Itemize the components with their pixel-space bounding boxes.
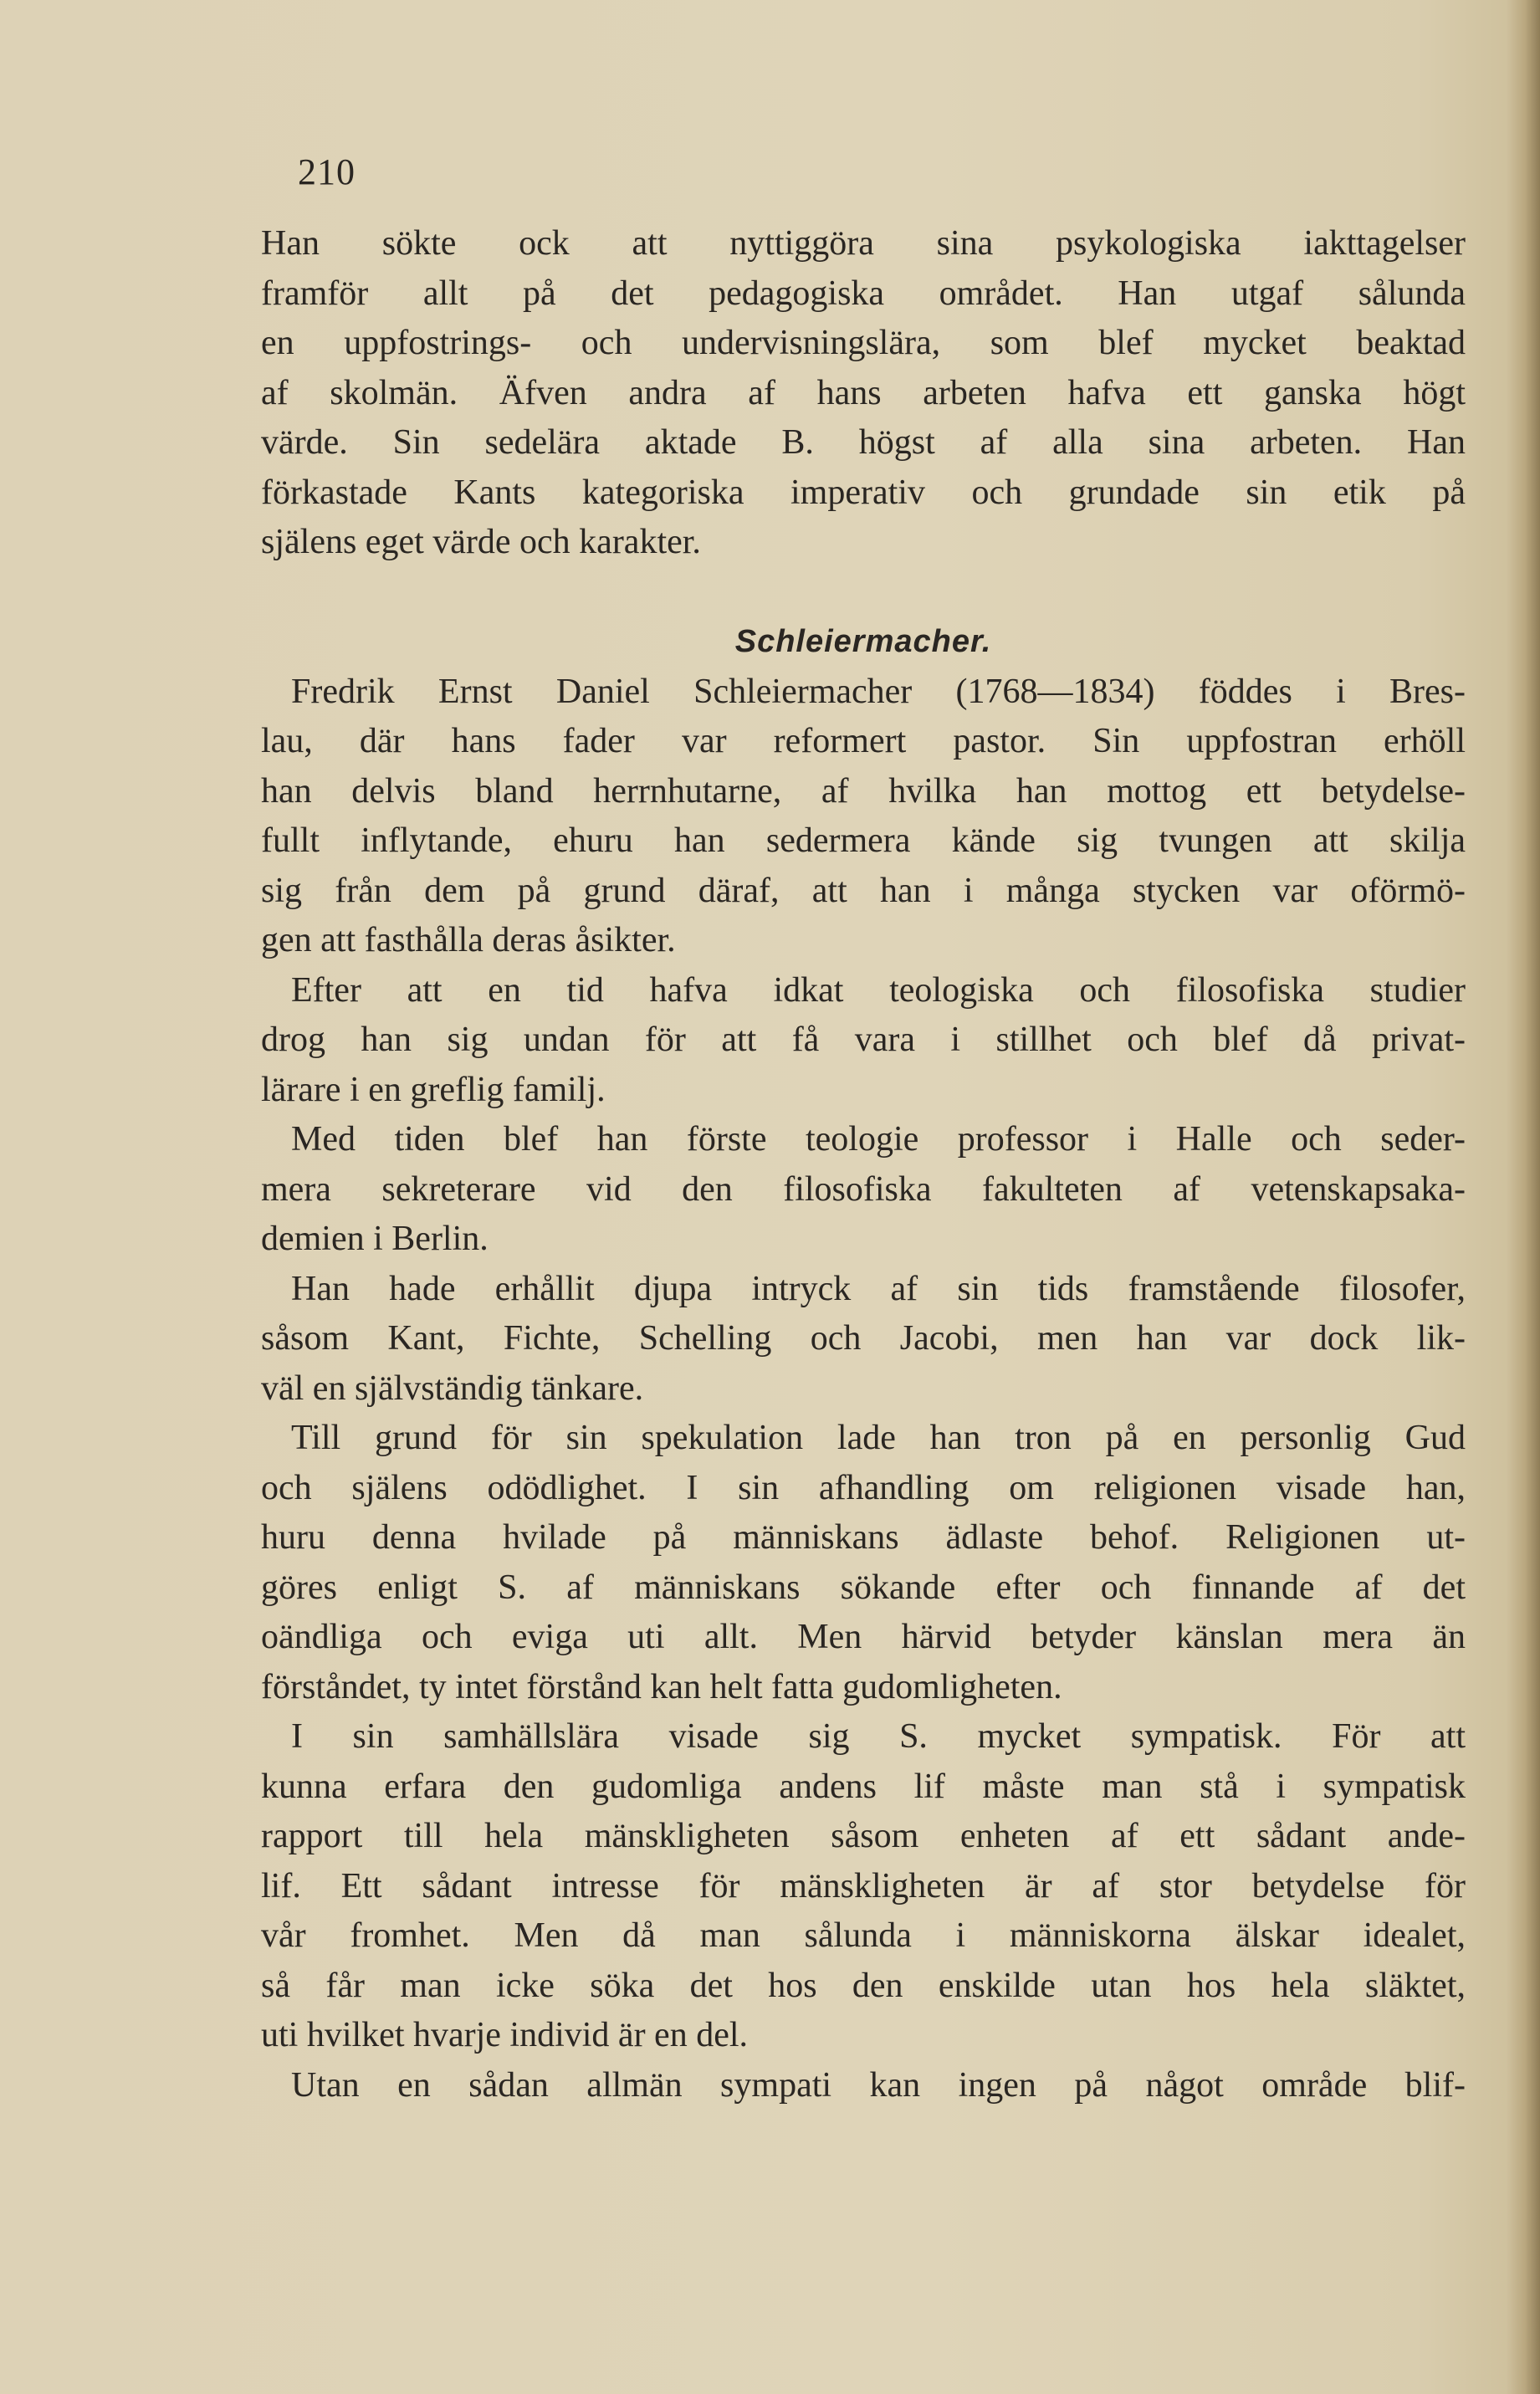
text-line: lärare i en greflig familj. [261, 1070, 606, 1109]
text-block [261, 219, 1466, 2110]
text-line: så får man icke söka det hos den enskilde utan hos hela släktet, [261, 1966, 1466, 2005]
text-line: Utan en sådan allmän sympati kan ingen på något område blif- [291, 2065, 1466, 2105]
text-line: han delvis bland herrnhutarne, af hvilka han mottog ett betydelse- [261, 771, 1466, 811]
text-line: förståndet, ty intet förstånd kan helt fatta gudomligheten. [261, 1667, 1062, 1706]
text-line: Med tiden blef han förste teologie professor i Halle och seder- [291, 1120, 1466, 1159]
page-number: 210 [298, 151, 356, 192]
text-line: huru denna hvilade på människans ädlaste behof. Religionen ut- [261, 1518, 1466, 1557]
text-line: lau, där hans fader var reformert pastor. Sin uppfostran erhöll [261, 722, 1466, 760]
text-line: förkastade Kants kategoriska imperativ och grundade sin etik på [261, 473, 1466, 512]
paragraph [261, 966, 1466, 1116]
paragraph [261, 2061, 1466, 2111]
text-line: rapport till hela mänskligheten såsom enheten af ett sådant ande- [261, 1817, 1466, 1855]
text-line: vår fromhet. Men då man sålunda i människorna älskar idealet, [261, 1916, 1466, 1955]
text-line: oändliga och eviga uti allt. Men härvid betyder känslan mera än [261, 1618, 1466, 1656]
text-line: en uppfostrings- och undervisningslära, som blef mycket beaktad [261, 324, 1466, 362]
text-line: Fredrik Ernst Daniel Schleiermacher (1768—1834) föddes i Bres- [291, 672, 1466, 711]
text-line: Han hade erhållit djupa intryck af sin tids framstående filosofer, [291, 1269, 1466, 1308]
text-line: gen att fasthålla deras åsikter. [261, 921, 676, 959]
text-line: göres enligt S. af människans sökande efter och finnande af det [261, 1568, 1466, 1607]
paragraph [261, 1115, 1466, 1265]
paragraph [261, 1265, 1466, 1414]
text-line: såsom Kant, Fichte, Schelling och Jacobi, men han var dock lik- [261, 1319, 1466, 1358]
text-line: och själens odödlighet. I sin afhandling om religionen visade han, [261, 1468, 1466, 1507]
text-line: drog han sig undan för att få vara i stillhet och blef då privat- [261, 1021, 1466, 1059]
paragraph [261, 1414, 1466, 1712]
text-line: sig från dem på grund däraf, att han i många stycken var oförmö- [261, 871, 1466, 910]
section-heading: Schleiermacher. [734, 624, 992, 659]
text-line: värde. Sin sedelära aktade B. högst af alla sina arbeten. Han [261, 423, 1466, 462]
text-line: uti hvilket hvarje individ är en del. [261, 2016, 749, 2054]
paragraph [261, 219, 1466, 568]
text-line: fullt inflytande, ehuru han sedermera kände sig tvungen att skilja [261, 821, 1466, 860]
text-line: mera sekreterare vid den filosofiska fakulteten af vetenskapsaka- [261, 1169, 1466, 1209]
text-line: lif. Ett sådant intresse för mänskligheten är af stor betydelse för [261, 1866, 1466, 1905]
text-line: af skolmän. Äfven andra af hans arbeten hafva ett ganska högt [261, 373, 1466, 412]
text-line: väl en självständig tänkare. [261, 1368, 644, 1408]
text-line: framför allt på det pedagogiska området. Han utgaf sålunda [261, 274, 1466, 313]
page-binding-shadow [1507, 0, 1540, 2394]
text-line: Efter att en tid hafva idkat teologiska och filosofiska studier [291, 970, 1466, 1010]
text-line: Till grund för sin spekulation lade han tron på en personlig Gud [291, 1419, 1466, 1457]
text-line: Han sökte ock att nyttiggöra sina psykologiska iakttagelser [261, 224, 1466, 263]
text-line: I sin samhällslära visade sig S. mycket sympatisk. För att [291, 1717, 1466, 1756]
text-line: demien i Berlin. [261, 1220, 489, 1258]
text-line: kunna erfara den gudomliga andens lif måste man stå i sympatisk [261, 1767, 1466, 1806]
text-line: själens eget värde och karakter. [261, 523, 701, 561]
paragraph [261, 1712, 1466, 2061]
paragraph [261, 668, 1466, 966]
